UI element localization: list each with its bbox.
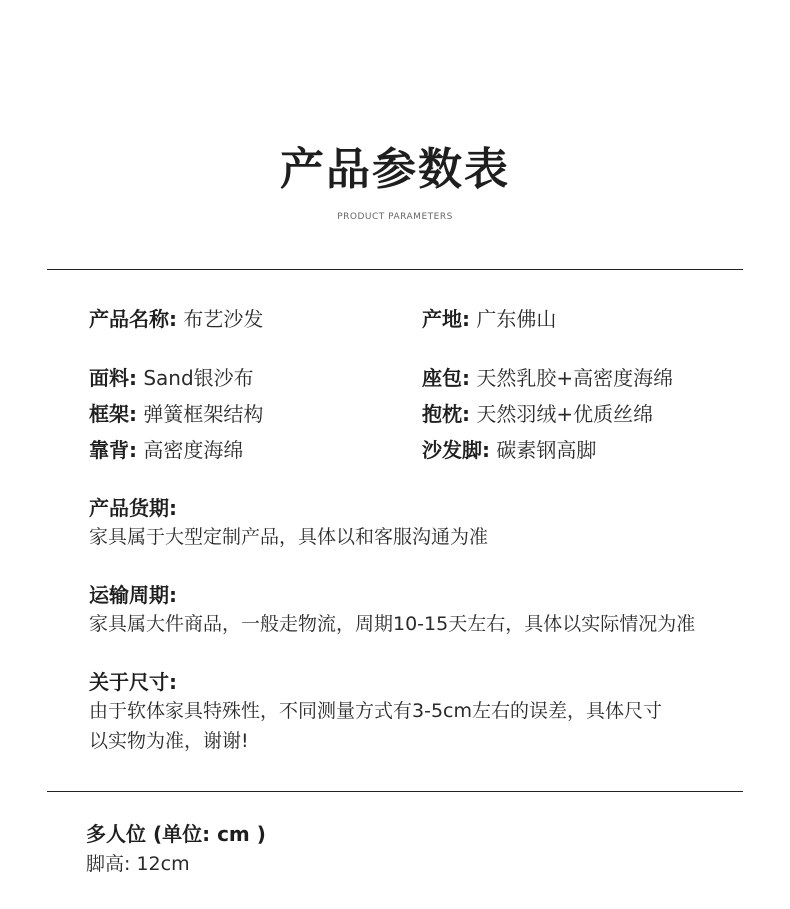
spec-label: 抱枕:: [422, 402, 470, 426]
spec-value: 布艺沙发: [183, 307, 264, 331]
spec-label: 沙发脚:: [422, 438, 490, 462]
page-title: 产品参数表: [280, 144, 510, 195]
spec-fabric: [89, 364, 254, 392]
spec-origin: [422, 305, 556, 333]
size-note-heading: 关于尺寸:: [89, 670, 177, 694]
leg-height: 脚高: 12cm: [86, 853, 190, 875]
top-divider: [47, 269, 743, 270]
spec-legs: [422, 436, 596, 464]
spec-value: 高密度海绵: [143, 438, 244, 462]
spec-value: 碳素钢高脚: [496, 438, 597, 462]
spec-label: 座包:: [422, 366, 470, 390]
spec-value: Sand银沙布: [143, 366, 254, 390]
dimensions-heading: 多人位 (单位: cm ): [86, 822, 266, 846]
spec-value: 广东佛山: [476, 307, 557, 331]
spec-label: 靠背:: [89, 438, 137, 462]
spec-value: 天然乳胶+高密度海绵: [476, 366, 674, 390]
size-note-line1: 由于软体家具特殊性，不同测量方式有3-5cm左右的误差，具体尺寸: [89, 700, 662, 722]
spec-value: 弹簧框架结构: [143, 402, 264, 426]
spec-label: 框架:: [89, 402, 137, 426]
size-note-line2: 以实物为准，谢谢!: [89, 730, 249, 752]
bottom-divider: [47, 791, 743, 792]
spec-product-name: [89, 305, 263, 333]
spec-pillow: [422, 400, 653, 428]
delivery-text: 家具属于大型定制产品，具体以和客服沟通为准: [89, 526, 489, 548]
spec-back: [89, 436, 243, 464]
spec-value: 天然羽绒+优质丝绵: [476, 402, 654, 426]
spec-label: 面料:: [89, 366, 137, 390]
spec-label: 产地:: [422, 307, 470, 331]
spec-seat: [422, 364, 673, 392]
spec-frame: [89, 400, 263, 428]
spec-label: 产品名称:: [89, 307, 177, 331]
delivery-heading: 产品货期:: [89, 496, 177, 520]
shipping-text: 家具属大件商品，一般走物流，周期10-15天左右，具体以实际情况为准: [89, 613, 696, 635]
page-subtitle: PRODUCT PARAMETERS: [337, 212, 453, 222]
shipping-heading: 运输周期:: [89, 583, 177, 607]
